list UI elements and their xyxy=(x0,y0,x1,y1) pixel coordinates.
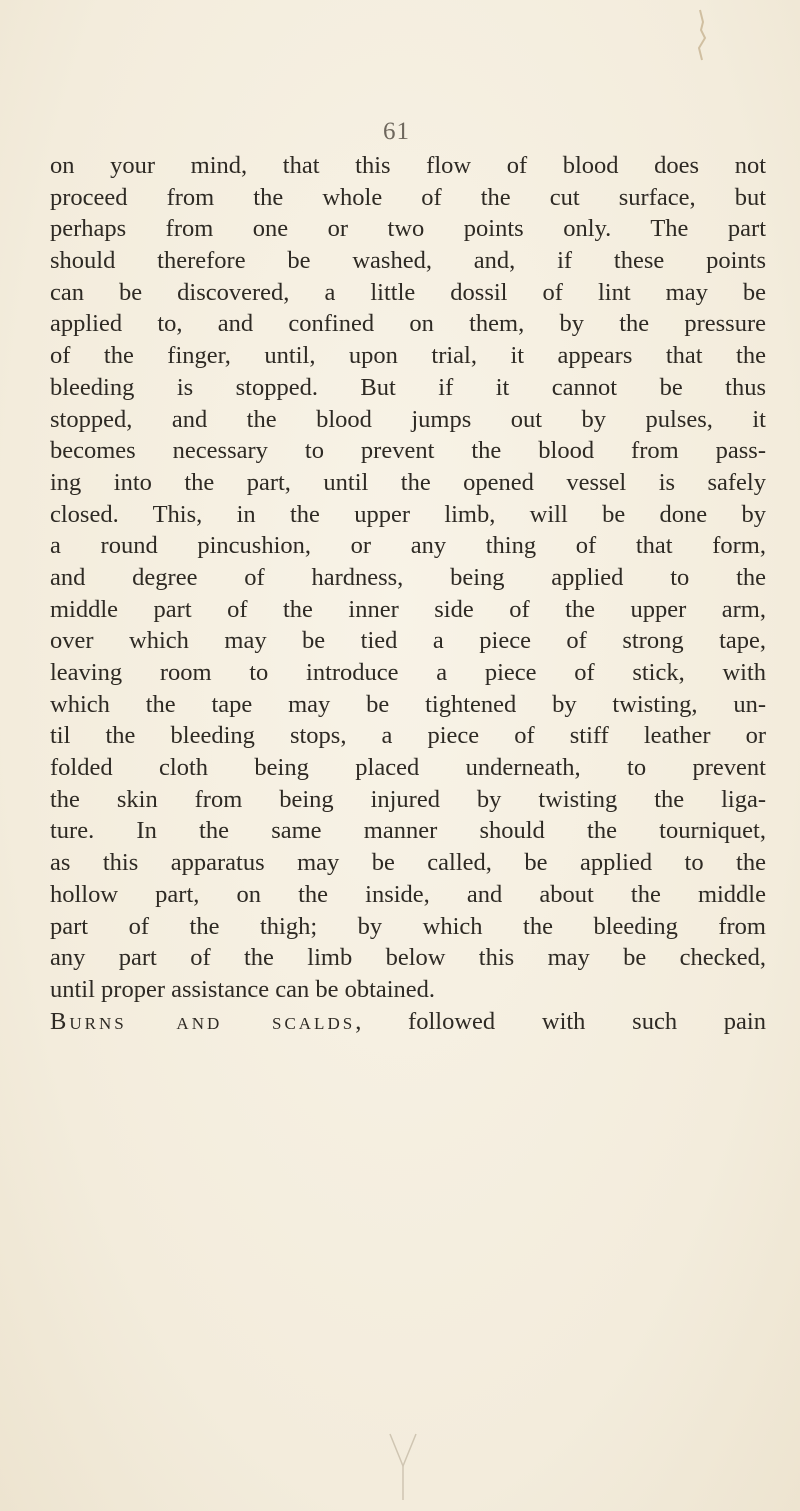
text-line: perhaps from one or two points only. The part xyxy=(50,215,766,243)
text-line: hollow part, on the inside, and about the middle xyxy=(50,880,766,908)
text-line: ing into the part, until the opened vessel is safely xyxy=(50,468,766,496)
text-line: stopped, and the blood jumps out by pulses, it xyxy=(50,405,766,433)
text-line: part of the thigh; by which the bleeding from xyxy=(50,912,766,940)
text-line-new-paragraph xyxy=(50,1006,766,1038)
paragraph-lead-smallcaps: Burns and scalds xyxy=(50,1007,356,1035)
text-line: over which may be tied a piece of strong tape, xyxy=(50,627,766,655)
text-line: on your mind, that this flow of blood does not xyxy=(50,152,766,179)
text-line: applied to, and confined on them, by the pressure xyxy=(50,310,766,338)
page-number: 61 xyxy=(383,118,410,145)
text-line: and degree of hardness, being applied to the xyxy=(50,563,766,591)
text-line: becomes necessary to prevent the blood from pass- xyxy=(50,437,766,465)
page-corner-blemish xyxy=(690,8,714,68)
text-line: til the bleeding stops, a piece of stiff leather or xyxy=(50,722,766,750)
text-line: any part of the limb below this may be checked, xyxy=(50,944,766,972)
text-line: until proper assistance can be obtained. xyxy=(50,975,436,1003)
text-line: bleeding is stopped. But if it cannot be thus xyxy=(50,373,766,401)
text-line: ture. In the same manner should the tourniquet, xyxy=(50,817,766,845)
text-line: proceed from the whole of the cut surface, but xyxy=(50,183,766,211)
text-line: should therefore be washed, and, if these points xyxy=(50,247,766,275)
paragraph-lead-rest: , followed with such pain xyxy=(355,1007,766,1035)
text-line: closed. This, in the upper limb, will be done by xyxy=(50,500,766,528)
text-line: middle part of the inner side of the upper arm, xyxy=(50,595,766,623)
text-line: leaving room to introduce a piece of stick, with xyxy=(50,659,766,686)
text-line: can be discovered, a little dossil of lint may be xyxy=(50,278,766,306)
text-line: as this apparatus may be called, be applied to the xyxy=(50,849,766,877)
page-crease-mark xyxy=(388,1432,418,1502)
text-line: folded cloth being placed underneath, to prevent xyxy=(50,754,766,782)
page-body-text xyxy=(50,150,766,1037)
text-line: the skin from being injured by twisting the liga- xyxy=(50,785,766,813)
text-line: of the finger, until, upon trial, it appears that the xyxy=(50,342,766,370)
text-line: which the tape may be tightened by twisting, un- xyxy=(50,690,766,718)
text-line: a round pincushion, or any thing of that form, xyxy=(50,532,766,560)
